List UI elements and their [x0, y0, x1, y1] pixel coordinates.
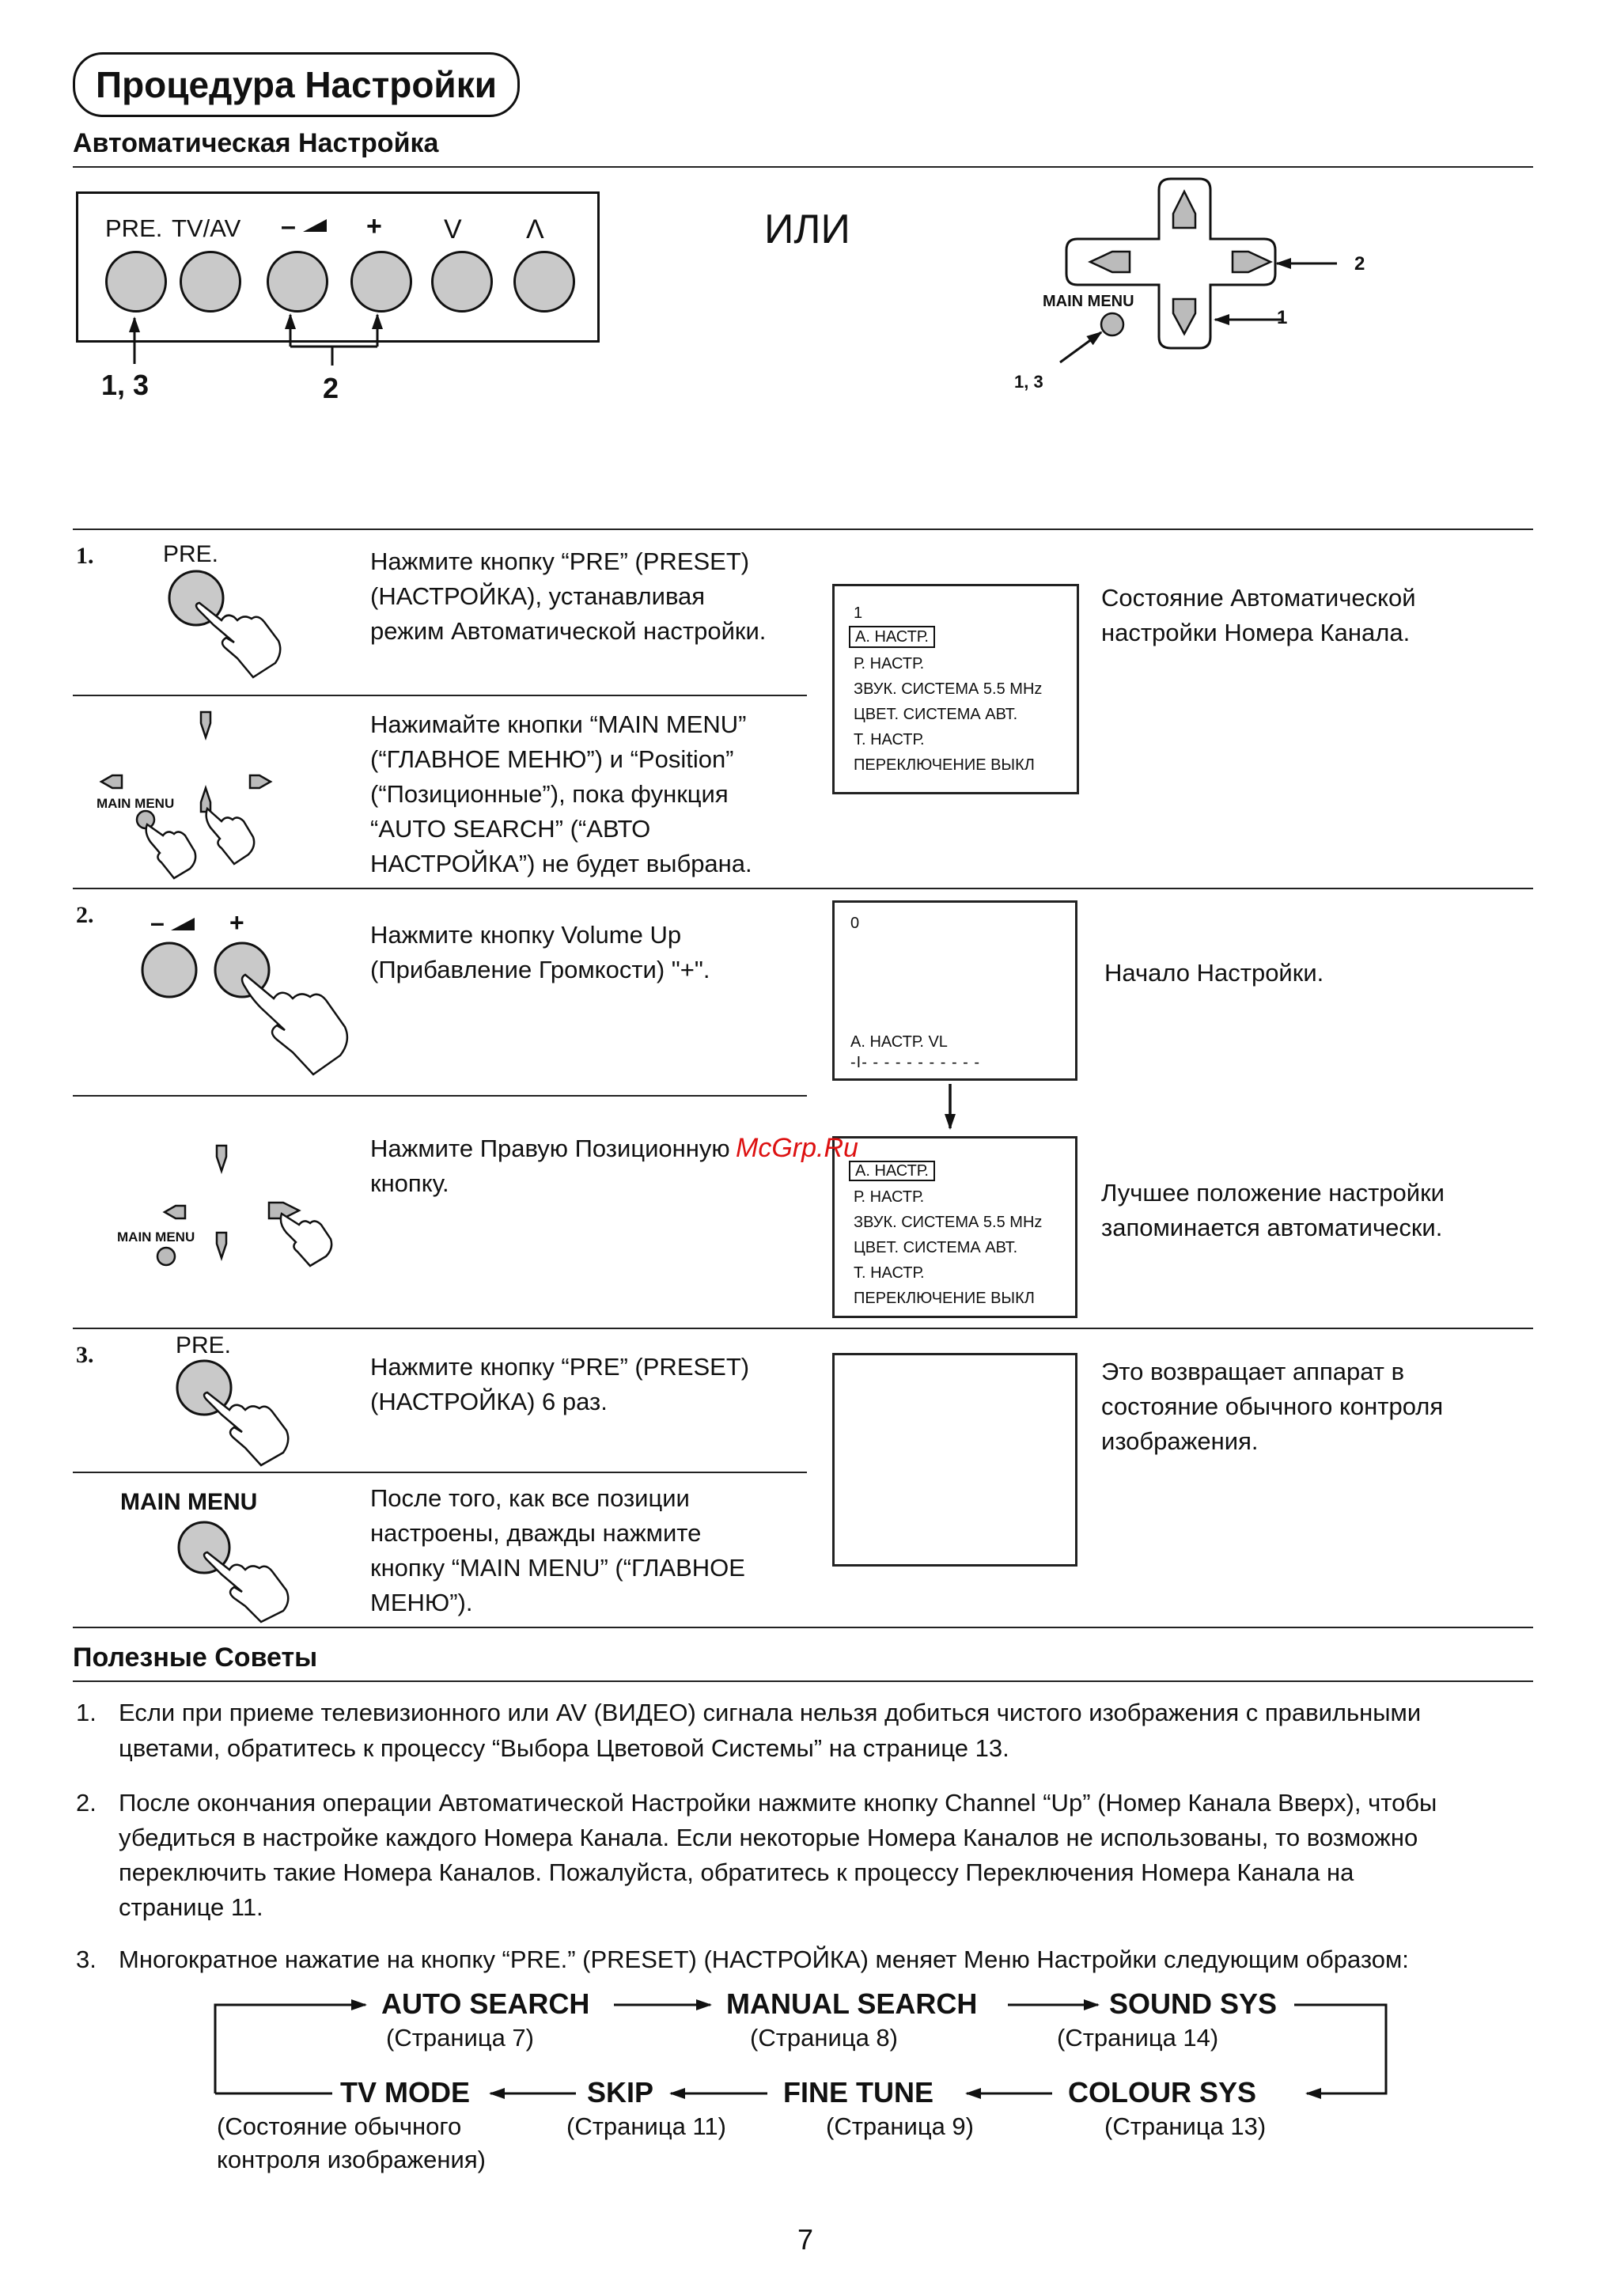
tip-line: убедиться в настройке каждого Номера Канала. Если некоторые Номера Каналов не использованы, то возможно: [119, 1824, 1418, 1851]
panel-label-up: Λ: [526, 214, 544, 244]
tip-line: странице 11.: [119, 1893, 263, 1921]
step1-sub-text-line: “AUTO SEARCH” (“АВТО: [370, 815, 651, 843]
flow-page-ref: (Состояние обычного: [217, 2112, 462, 2140]
step1-sub-text-line: (“ГЛАВНОЕ МЕНЮ”) и “Position”: [370, 745, 734, 773]
step2-sub-text-line: Нажмите Правую Позиционную: [370, 1135, 730, 1162]
osd-item-selected: A. НАСТР.: [849, 1161, 935, 1181]
flow-page-ref: (Страница 11): [566, 2112, 726, 2140]
step1-sub-text-line: Нажимайте кнопки “MAIN MENU”: [370, 710, 747, 738]
osd-item: ЗВУК. СИСТЕМА 5.5 MHz: [854, 1214, 1043, 1231]
panel-label-down: V: [444, 214, 462, 244]
remote-main-menu-label: MAIN MENU: [1043, 293, 1134, 310]
panel-label-minus: –: [281, 211, 296, 241]
osd-channel-number: 0: [850, 915, 860, 932]
step1-sub-text-line: НАСТРОЙКА”) не будет выбрана.: [370, 850, 752, 877]
step1-text-line: режим Автоматической настройки.: [370, 617, 767, 645]
osd-item: ЦВЕТ. СИСТЕМА АВТ.: [854, 706, 1018, 723]
step3-desc-line: изображения.: [1101, 1427, 1259, 1455]
tip-line: переключить такие Номера Каналов. Пожалуйста, обратитесь к процессу Переключения Номера Канала на: [119, 1858, 1354, 1886]
step3-sub-text-line: настроены, дважды нажмите: [370, 1519, 702, 1547]
step-number: 3.: [76, 1342, 94, 1368]
or-label: ИЛИ: [764, 206, 850, 252]
tips-heading: Полезные Советы: [73, 1642, 318, 1673]
panel-label-minus: –: [150, 908, 165, 937]
step1-desc-line: Состояние Автоматической: [1101, 584, 1416, 612]
osd-item: Р. НАСТР.: [854, 1188, 925, 1206]
callout-2: 2: [323, 372, 339, 404]
panel-label-tvav: TV/AV: [172, 214, 241, 242]
main-menu-label: MAIN MENU: [120, 1489, 258, 1515]
flow-sound-sys: SOUND SYS: [1109, 1987, 1278, 2020]
flow-page-ref: (Страница 14): [1057, 2024, 1219, 2052]
flow-skip: SKIP: [587, 2076, 654, 2108]
step3-text-line: Нажмите кнопку “PRE” (PRESET): [370, 1353, 750, 1381]
flow-page-ref: (Страница 13): [1104, 2112, 1267, 2140]
flow-page-ref: контроля изображения): [217, 2146, 486, 2173]
page-title: Процедура Настройки: [73, 52, 520, 117]
step2-desc2-line: запоминается автоматически.: [1101, 1214, 1443, 1241]
panel-label-plus: +: [229, 908, 244, 937]
step-number: 1.: [76, 543, 94, 569]
step2-desc-line: Начало Настройки.: [1104, 959, 1324, 987]
watermark: McGrp.Ru: [736, 1133, 858, 1163]
tip-line: После окончания операции Автоматической Настройки нажмите кнопку Channel “Up” (Номер Канала Вверх), чтобы: [119, 1789, 1437, 1817]
pre-label: PRE.: [176, 1332, 232, 1358]
step-number: 2.: [76, 902, 94, 928]
tip-line: Если при приеме телевизионного или AV (ВИДЕО) сигнала нельзя добиться чистого изображения с правильными: [119, 1699, 1422, 1726]
step3-desc-line: состояние обычного контроля: [1101, 1392, 1444, 1420]
main-menu-label: MAIN MENU: [97, 796, 175, 811]
tip-number: 1.: [76, 1699, 97, 1726]
step3-sub-text-line: кнопку “MAIN MENU” (“ГЛАВНОЕ: [370, 1554, 745, 1582]
flow-page-ref: (Страница 7): [386, 2024, 534, 2052]
tip-line: Многократное нажатие на кнопку “PRE.” (PRESET) (НАСТРОЙКА) меняет Меню Настройки следующим образом:: [119, 1946, 1409, 1973]
flow-colour-sys: COLOUR SYS: [1068, 2076, 1257, 2108]
pre-label: PRE.: [163, 541, 219, 567]
step1-desc-line: настройки Номера Канала.: [1101, 619, 1411, 646]
flow-tv-mode: TV MODE: [340, 2076, 471, 2108]
osd-item: ЗВУК. СИСТЕМА 5.5 MHz: [854, 680, 1043, 698]
step3-sub-text-line: После того, как все позиции: [370, 1484, 690, 1512]
step1-text-line: (НАСТРОЙКА), устанавливая: [370, 582, 706, 610]
step3-text-line: (НАСТРОЙКА) 6 раз.: [370, 1388, 608, 1415]
remote-callout-1: 1: [1277, 307, 1288, 328]
osd-item: Р. НАСТР.: [854, 655, 925, 673]
osd-item: ПЕРЕКЛЮЧЕНИЕ ВЫКЛ: [854, 756, 1035, 774]
step2-text-line: (Прибавление Громкости) "+".: [370, 956, 710, 983]
step2-text-line: Нажмите кнопку Volume Up: [370, 921, 682, 949]
remote-callout-2: 2: [1354, 253, 1365, 275]
osd-item: Т. НАСТР.: [854, 731, 925, 748]
tip-line: цветами, обратитесь к процессу “Выбора Цветовой Системы” на странице 13.: [119, 1734, 1009, 1762]
panel-label-pre: PRE.: [105, 214, 163, 242]
step2-desc2-line: Лучшее положение настройки: [1101, 1179, 1445, 1207]
tip-number: 2.: [76, 1789, 97, 1817]
osd-item: ЦВЕТ. СИСТЕМА АВТ.: [854, 1239, 1018, 1256]
main-menu-label: MAIN MENU: [117, 1229, 195, 1245]
flow-fine-tune: FINE TUNE: [783, 2076, 934, 2108]
flow-auto-search: AUTO SEARCH: [381, 1987, 590, 2020]
flow-page-ref: (Страница 8): [750, 2024, 898, 2052]
osd-item-selected: A. НАСТР.: [849, 626, 935, 648]
page-number: 7: [797, 2223, 814, 2256]
osd-item: ПЕРЕКЛЮЧЕНИЕ ВЫКЛ: [854, 1290, 1035, 1307]
step1-sub-text-line: (“Позиционные”), пока функция: [370, 780, 729, 808]
osd-item: Т. НАСТР.: [854, 1264, 925, 1282]
osd-item: A. НАСТР. VL: [850, 1033, 948, 1051]
flow-page-ref: (Страница 9): [826, 2112, 974, 2140]
flow-manual-search: MANUAL SEARCH: [726, 1987, 978, 2020]
step3-sub-text-line: МЕНЮ”).: [370, 1589, 473, 1616]
tip-number: 3.: [76, 1946, 97, 1973]
step3-desc-line: Это возвращает аппарат в: [1101, 1358, 1405, 1385]
step1-text-line: Нажмите кнопку “PRE” (PRESET): [370, 547, 750, 575]
remote-callout-1-3: 1, 3: [1014, 372, 1043, 392]
osd-channel-number: 1: [854, 604, 863, 622]
section-subtitle: Автоматическая Настройка: [73, 128, 439, 158]
panel-label-plus: +: [366, 211, 382, 241]
osd-progress: -I- - - - - - - - - - -: [850, 1054, 981, 1071]
callout-1-3: 1, 3: [101, 369, 150, 401]
step2-sub-text-line: кнопку.: [370, 1169, 449, 1197]
